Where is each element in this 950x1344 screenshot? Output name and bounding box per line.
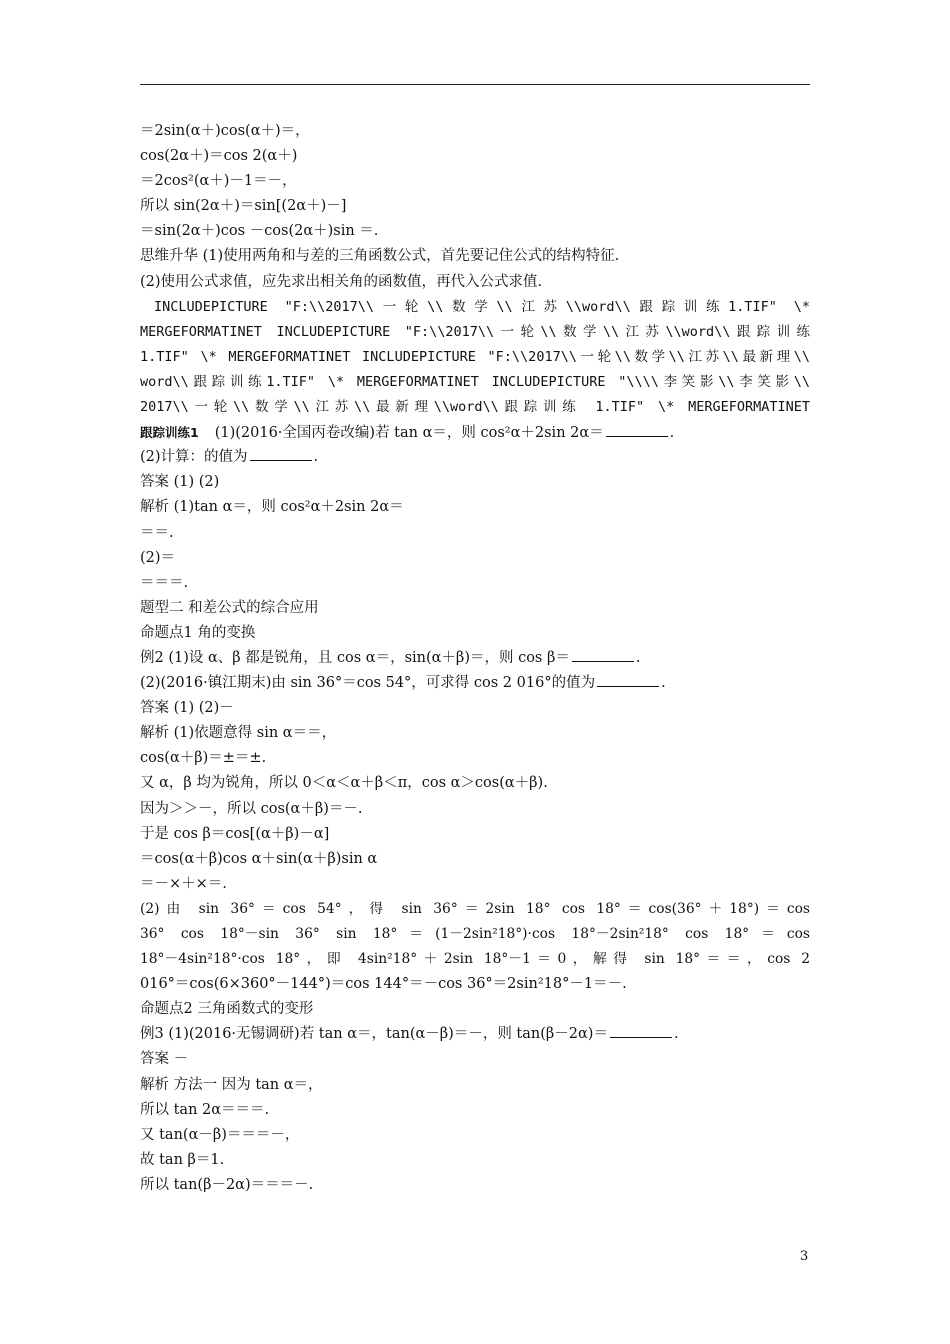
text-line: 36° cos 18°－sin 36° sin 18°＝(1－2sin²18°)·cos 18°－2sin²18° cos 18°＝cos	[140, 926, 810, 942]
analysis-line: 解析 方法一 因为 tan α＝，	[140, 1076, 323, 1093]
answer-line: 答案 (1) (2)	[140, 474, 220, 491]
analysis-line: 解析 (1)tan α＝，则 cos²α＋2sin 2α＝	[140, 499, 404, 516]
page-number: 3	[800, 1249, 809, 1264]
text-line: 所以 tan(β－2α)＝＝＝－.	[140, 1176, 314, 1193]
answer-blank	[597, 671, 659, 687]
includepicture-field: word\\跟踪训练1.TIF" \* MERGEFORMATINET INCLUDEPICTURE "\\\\李笑影\\李笑影\\	[140, 373, 810, 390]
exercise-label: 跟踪训练1	[140, 425, 199, 441]
text-line: cos(2α＋)＝cos 2(α＋)	[140, 148, 298, 165]
answer-blank	[250, 445, 312, 461]
text-line: ＝2sin(α＋)cos(α＋)＝，	[140, 123, 310, 139]
header-rule	[140, 84, 810, 85]
text-line: 所以 sin(2α＋)＝sin[(2α＋)－]	[140, 198, 347, 215]
includepicture-field: MERGEFORMATINET INCLUDEPICTURE "F:\\2017\\一轮\\数学\\江苏\\word\\跟踪训练	[140, 323, 810, 340]
exercise-question: (1)(2016·全国丙卷改编)若 tan α＝，则 cos²α＋2sin 2α＝	[214, 425, 604, 442]
question-text: 例3 (1)(2016·无锡调研)若 tan α＝，tan(α－β)＝－，则 tan(β－2α)＝	[140, 1026, 608, 1043]
text-line: 所以 tan 2α＝＝＝.	[140, 1101, 270, 1118]
includepicture-field: 1.TIF" \* MERGEFORMATINET INCLUDEPICTURE "F:\\2017\\一轮\\数学\\江苏\\最新理\\	[140, 348, 810, 365]
section-heading: 题型二 和差公式的综合应用	[140, 599, 319, 616]
question-text: (2)(2016·镇江期末)由 sin 36°＝cos 54°，可求得 cos 2 016°的值为	[140, 675, 596, 692]
question-line	[140, 646, 810, 671]
text-line: (2)由 sin 36°＝cos 54°，得 sin 36°＝2sin 18° cos 18°＝cos(36°＋18°)＝cos	[140, 900, 810, 917]
includepicture-field: 2017\\一轮\\数学\\江苏\\最新理\\word\\跟踪训练 1.TIF" \* MERGEFORMATINET	[140, 399, 810, 416]
answer-line: 答案 －	[140, 1051, 189, 1068]
text-line: ＝＝＝.	[140, 574, 189, 591]
period: .	[661, 675, 666, 692]
question-text: (2)计算：的值为	[140, 449, 248, 466]
summary-line: 思维升华 (1)使用两角和与差的三角函数公式，首先要记住公式的结构特征.	[140, 248, 620, 265]
subsection-heading: 命题点1 角的变换	[140, 624, 256, 641]
text-line: ＝－×＋×＝.	[140, 875, 227, 892]
period: .	[669, 425, 675, 442]
text-line: (2)＝	[140, 549, 176, 566]
summary-line: (2)使用公式求值，应先求出相关角的函数值，再代入公式求值.	[140, 273, 543, 290]
text-line: cos(α＋β)＝±＝±.	[140, 750, 267, 767]
subsection-heading: 命题点2 三角函数式的变形	[140, 1001, 314, 1018]
text-line: 故 tan β＝1.	[140, 1151, 225, 1168]
period: .	[313, 449, 319, 466]
text-line: ＝2cos²(α＋)－1＝－，	[140, 173, 297, 190]
text-line: 18°－4sin²18°·cos 18°，即 4sin²18°＋2sin 18°－1＝0，解得 sin 18°＝＝，cos 2	[140, 951, 810, 968]
answer-line: 答案 (1) (2)－	[140, 700, 234, 717]
text-line: ＝＝.	[140, 524, 174, 541]
question-line	[140, 445, 810, 470]
answer-blank	[610, 1022, 672, 1038]
text-line: 于是 cos β＝cos[(α＋β)－α]	[140, 825, 330, 842]
answer-blank	[572, 646, 634, 662]
analysis-line: 解析 (1)依题意得 sin α＝＝，	[140, 725, 337, 742]
text-line: ＝sin(2α＋)cos －cos(2α＋)sin ＝.	[140, 223, 379, 240]
text-line: 016°＝cos(6×360°－144°)＝cos 144°＝－cos 36°＝2sin²18°－1＝－.	[140, 976, 627, 993]
period: .	[635, 649, 641, 666]
answer-blank	[606, 421, 668, 437]
page-body	[140, 119, 810, 1198]
question-line	[140, 671, 810, 696]
question-line	[140, 1022, 810, 1047]
text-line: 又 α，β 均为锐角，所以 0＜α＜α＋β＜π，cos α＞cos(α＋β).	[140, 775, 548, 792]
text-line: ＝cos(α＋β)cos α＋sin(α＋β)sin α	[140, 850, 378, 867]
includepicture-field: INCLUDEPICTURE "F:\\2017\\一轮\\数学\\江苏\\word\\跟踪训练1.TIF" \*	[154, 298, 810, 315]
question-text: 例2 (1)设 α、β 都是锐角，且 cos α＝，sin(α＋β)＝，则 cos β＝	[140, 649, 570, 666]
text-line: 因为＞＞－，所以 cos(α＋β)＝－.	[140, 800, 363, 817]
period: .	[673, 1026, 679, 1043]
exercise-line	[140, 420, 810, 445]
text-line: 又 tan(α－β)＝＝＝－，	[140, 1126, 300, 1143]
